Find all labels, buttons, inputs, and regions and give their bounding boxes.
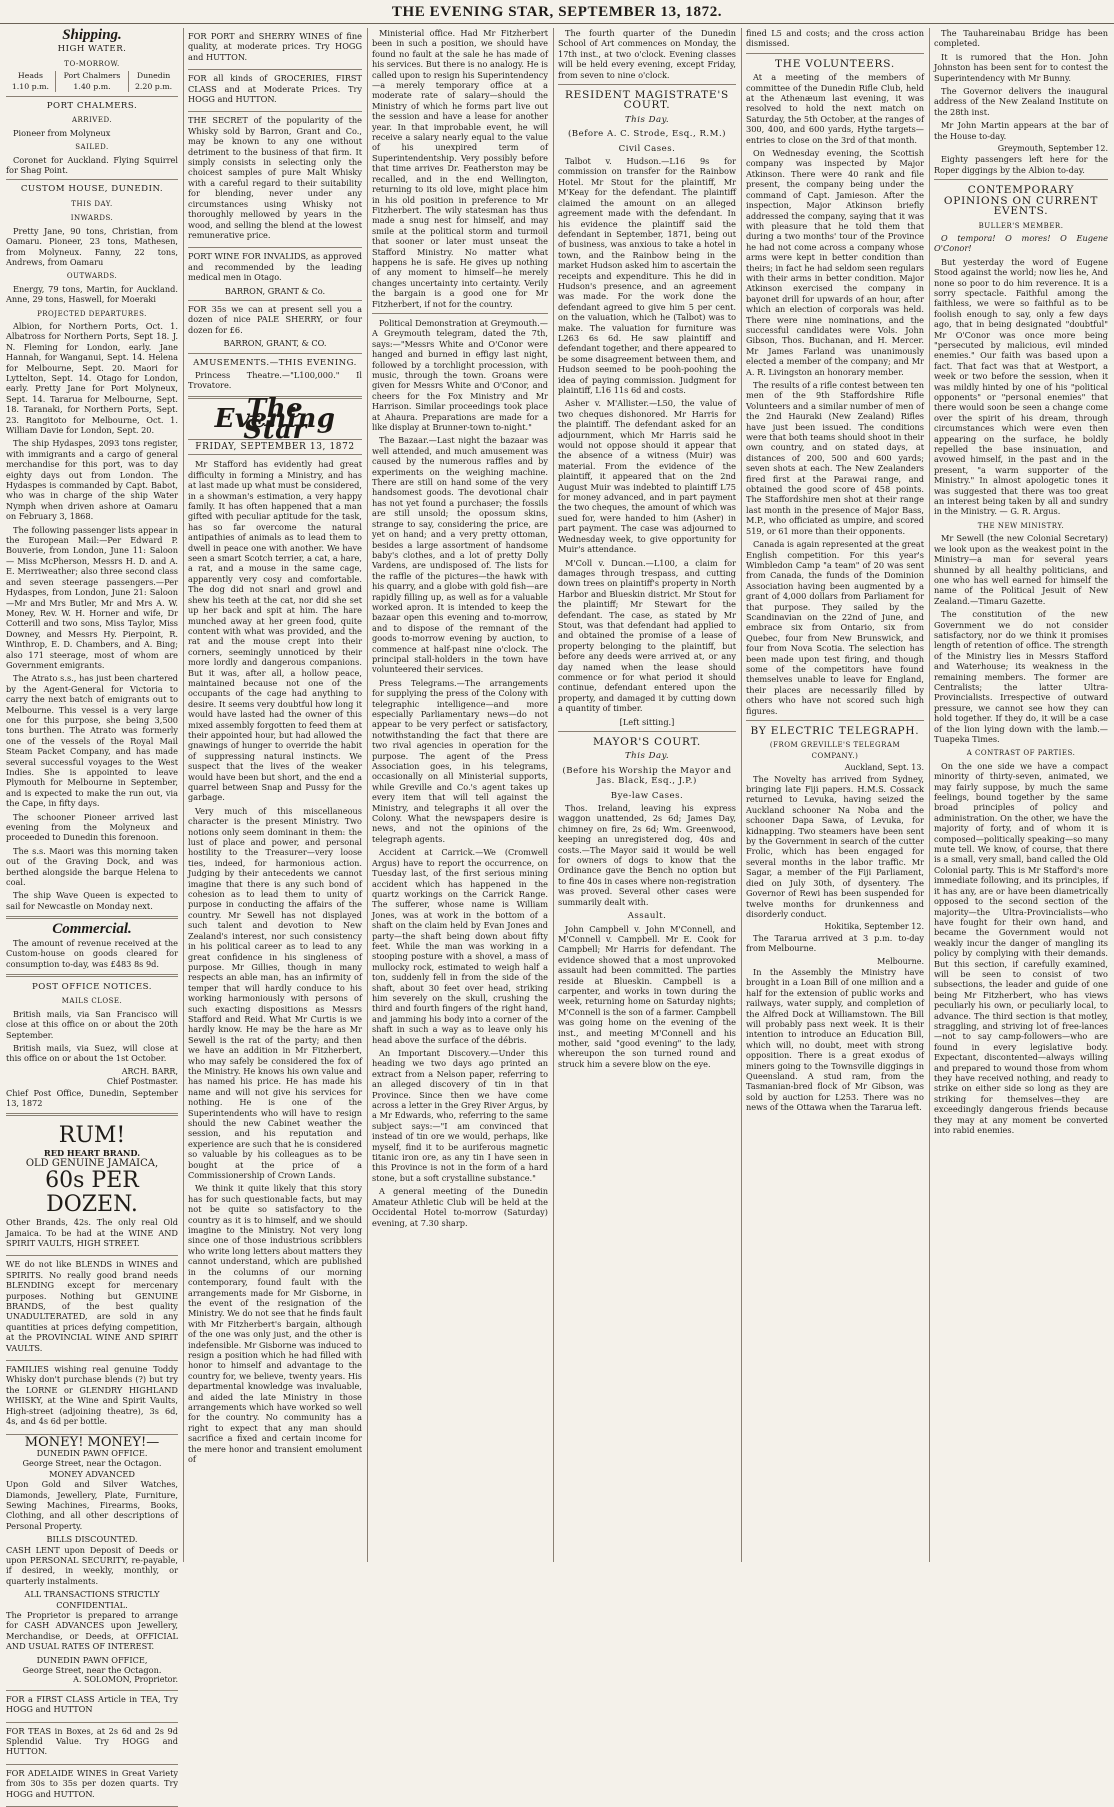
port-sherry-text: FOR PORT and SHERRY WINES of fine quality, at moderate prices. Try HOGG and HUTTON. (188, 31, 362, 62)
column-5 (746, 28, 924, 1562)
teas-advertisement (6, 1723, 178, 1765)
contemporary-opinions-heading: CONTEMPORARY OPINIONS ON CURRENT EVENTS. (943, 184, 1099, 218)
pale-sherry-text: FOR 35s we can at present sell you a dozen of nice PALE SHERRY, or four dozen for £6. (188, 303, 362, 335)
volunteers-heading: THE VOLUNTEERS. (775, 57, 895, 70)
new-ministry-label: THE NEW MINISTRY. (977, 521, 1065, 530)
port-invalids-advertisement (188, 248, 362, 301)
bills-discounted: BILLS DISCOUNTED. (46, 1534, 138, 1545)
column-6 (934, 28, 1108, 1562)
discovery-article: An Important Discovery.—Under this heading we two days ago printed an extract from a Nelson paper, referring to an alleged discovery of tin in that Province. Since then we have come across a letter in the Grey River Argus, by a Mr Edwards, who, referring to the same subject says:—"I am convinced that instead of tin ore we would, perhaps, like myself, find it to be auriferous magnetic titanic iron ore, as any tin I have seen in this Province is not in the form of a hard stone, but a soft crystalline substance." (372, 1048, 548, 1183)
groceries-advertisement (188, 70, 362, 112)
pawn-advertisement (6, 1435, 178, 1691)
this-day-label: This Day. (624, 114, 670, 125)
arrived-label: ARRIVED. (71, 116, 113, 125)
tomorrow-label: TO-MORROW. (64, 59, 120, 68)
whisky-secret-text: THE SECRET of the popularity of the Whisky sold by Barron, Grant and Co., may be known to any one without detriment to the business of that firm. It simply consists in selecting only the choicest samples of pure Malt Whisky with a careful regard to their suitability for blending, never under any circumstances using Whisky not thoroughly mellowed by years in the wood, and selling the blend at the lowest remunerative price. (188, 115, 362, 240)
rum-title: RUM! (58, 1123, 126, 1149)
masthead (0, 0, 1114, 24)
tea-text: FOR a FIRST CLASS Article in TEA, Try HOGG and HUTTON (6, 1693, 178, 1715)
mails-text: British mails, via Suez, will close at this office on or about the 1st October. (6, 1042, 178, 1064)
greymouth-text: Eighty passengers left here for the Roper diggings by the Albion to-day. (934, 154, 1108, 175)
masthead-title: THE EVENING STAR, SEPTEMBER 13, 1872. (391, 4, 723, 20)
dateline-greymouth: Greymouth, September 12. (997, 144, 1108, 154)
bye-law-text: Thos. Ireland, leaving his express waggon unattended, 2s 6d; James Day, chimney on fire, 2s 6d; Wm. Greenwood, keeping an unregistered dog, 40s and costs.—The Mayor said it would be well for owners of dogs to know that the Ordinance gave the Bench no option but to fine 40s in cases where non-registration was proved. Several other cases were summarily dealt with. (558, 803, 736, 907)
art-school-notice: The fourth quarter of the Dunedin School of Art commences on Monday, the 17th inst., at two o'clock. Evening classes will be held every evening, except Friday, from seven to nine o'clock. (558, 28, 736, 80)
pawn-address-2: George Street, near the Octagon. (22, 1665, 162, 1676)
blends-text: WE do not like BLENDS in WINES and SPIRITS. No really good brand needs BLENDING except for mercenary purposes. Nothing but GENUINE BRANDS, of the best quality UNADULTERATED, are sold in any quantities at prices defying competition, at the PROVINCIAL WINE AND SPIRIT VAULTS. (6, 1259, 178, 1353)
rum-old-jamaica: OLD GENUINE JAMAICA, (25, 1157, 159, 1169)
rum-price: 60s PER DOZEN. (45, 1168, 139, 1218)
shipping-paragraph: The ship Wave Queen is expected to sail for Newcastle on Monday next. (6, 890, 178, 911)
sailed-label: SAILED. (75, 143, 109, 152)
outwards-text: Energy, 79 tons, Martin, for Auckland. Anne, 29 tons, Haswell, for Moeraki (6, 283, 178, 305)
adelaide-advertisement (6, 1765, 178, 1807)
port-chalmers-heading: PORT CHALMERS. (46, 101, 138, 112)
shipping-paragraph: The s.s. Maori was this morning taken out of the Graving Dock, and was berthed alongside the barque Helena to coal. (6, 845, 178, 888)
leader-paragraph: We think it quite likely that this story has for such questionable facts, but may not be quite so satisfactory to the country as it is to himself, and we should imagine to the Ministry. Not very long since one of those industrious scribblers who write long letters about matters they cannot understand, which are published in the columns of our morning contemporary, found fault with the arrangements made for Mr Gisborne, in the event of the resignation of the Ministry. We do not see that he finds fault with Mr Fitzherbert's bargain, although of the one was only just, and the other is indefensible. Mr Gisborne was induced to resign a position which he had filled with honor to himself and advantage to the country for, we believe, twenty years. His departmental knowledge was invaluable, and aided the late Ministry in those arrangements which have worked so well for the country. No community has a right to expect that any man should sacrifice a fixed and certain income for the mere honor and transient emolument of (188, 1183, 362, 1464)
shipping-paragraph: The following passenger lists appear in the European Mail:—Per Edward P. Bouverie, from London, June 11: Saloon — Miss McPherson, Messrs H. D. and A. E. Merriweather; also three second class and seven steerage passengers.—Per Hydaspes, from London, June 21: Saloon—Mr and Mrs Butler, Mr and Mrs A. W. Money, Rev. W. H. Horner and wife, Dr Cotterill and two sons, Miss Taylor, Miss Downey, and Messrs Hy. Pierpoint, R. Winthrop, E. D. Chambers, and A. Bing; also 171 steerage, most of whom are Government emigrants. (6, 524, 178, 670)
this-day-label: This Day. (624, 751, 670, 762)
telegraph-heading: BY ELECTRIC TELEGRAPH. (750, 725, 920, 737)
outwards-label: OUTWARDS. (66, 272, 118, 281)
volunteers-paragraph: On Wednesday evening, the Scottish company was inspected by Major Atkinson. There were 40 rank and file present, the company being under the command of Capt. Jamieson. After the inspection, Major Atkinson briefly addressed the company, saying that it was with pleasure that he told them that during a two months' tour of the Province he had not come across a company whose arms were kept in better condition than theirs; in fact he had seldom seen regulars with their arms in better condition. Major Atkinson exercised the company in bayonet drill for upwards of an hour, after which an election of corporals was held. There were nine nominations, and the successful candidates were Vols. John Gibson, Thos. Buchanan, and H. Mercer. Mr James Farland was unanimously elected a member of the company; and Mr A. R. Livingston an honorary member. (746, 148, 924, 377)
families-text: FAMILIES wishing real genuine Toddy Whisky don't purchase blends (?) but try the LORNE or GLENDRY HIGHLAND WHISKY, at the Wine and Spirit Vaults, High-street (adjoining theatre), 3s 6d, 4s, and 4s 6d per bottle. (6, 1364, 178, 1427)
leader-continued: Ministerial office. Had Mr Fitzherbert been in such a position, we should have found no fault at the sale he has made of his services. But there is no analogy. He is called upon to resign his Superintendency—a merely temporary office at a moderate rate of salary—should the Ministry of which he forms part live out the session and have a lease for another year. In that improbable event, he will receive a salary nearly equal to the value of his unexpired term of Superintendentship. Very possibly before that time arrives Dr. Featherston may be recalled, and in the end Wellington, returning to its old love, might place him in his old position in preference to Mr Fitzherbert. The wily statesman has thus made a snug nest for himself, and may smile at the political storm and turmoil that sooner or later must unseat the Stafford Ministry. No matter what happens he is safe. He gives up nothing of any moment to himself—he merely changes uncertainty into certainty. Verily the bargain is a good one for Mr Fitzherbert, if not for the country. (372, 28, 548, 309)
pale-sherry-advertisement (188, 301, 362, 354)
court-bench: (Before A. C. Strode, Esq., R.M.) (567, 129, 727, 140)
contrast-label: A CONTRAST OF PARTIES. (966, 749, 1076, 758)
rm-court-heading: RESIDENT MAGISTRATE'S COURT. (564, 89, 730, 112)
new-ministry-text: Mr Sewell (the new Colonial Secretary) we look upon as the weakest point in the Ministry—a man for several years shunned by all healthy politicians, and one who has well earned for himself the name of the Political Jesuit of New Zealand.—Timaru Gazette. (934, 533, 1108, 606)
tide-label-port-chalmers: Port Chalmers (55, 71, 128, 81)
money-advanced: MONEY ADVANCED (49, 1468, 135, 1479)
port-sherry-advertisement (188, 28, 362, 70)
mails-text: British mails, via San Francisco will close at this office on or about the 20th September. (6, 1008, 178, 1040)
volunteers-paragraph: The results of a rifle contest between ten men of the 9th Staffordshire Rifle Volunteers and a similar number of men of the 2nd Hauraki (New Zealand) Rifles have just been issued. The conditions were that both teams should shoot in their own country, and on stated days, at distances of 200, 500 and 600 yards; seven shots at each. The New Zealanders fired first at the Parawai range, and obtained the good score of 458 points. The Staffordshire men shot at their range last month in the presence of Major Bass, M.P., who officiated as umpire, and scored 519, or 61 more than their opponents. (746, 380, 924, 536)
civil-cases-label: Civil Cases. (618, 143, 676, 154)
cash-lent-text: CASH LENT upon Deposit of Deeds or upon PERSONAL SECURITY, re-payable, if desired, in weekly, monthly, or quarterly instalments. (6, 1544, 178, 1586)
left-sitting: [Left sitting.] (619, 716, 675, 727)
athletic-meeting-notice: A general meeting of the Dunedin Amateur Athletic Club will be held at the Occidental Hotel to-morrow (Saturday) evening, at 7.30 sharp. (372, 1186, 548, 1228)
court-bench: (Before his Worship the Mayor and Jas. Black, Esq., J.P.) (562, 765, 732, 787)
asher-case: Asher v. M'Allister.—L50, the value of two cheques dishonored. Mr Harris for the plaintiff. The defendant asked for an adjournment, which Mr Harris said he would not oppose should it appear that the absence of a witness (Muir) was material. From the evidence of the plaintiff, it appeared that on the 2nd August Muir was indebted to plaintiff L75 for money advanced, and in part payment the two cheques, the amount of which was sued for, were handed to him (Asher) in part payment. The case was adjourned to Wednesday week, to give opportunity for Muir's attendance. (558, 398, 736, 555)
shipping-paragraph: The Atrato s.s., has just been chartered by the Agent-General for Victoria to carry the next batch of emigrants out to Melbourne. This vessel is a very large one for this purpose, she being 3,500 tons burthen. The Atrato was formerly one of the vessels of the Royal Mail Steam Packet Company, and has made several successful voyages to the West Indies. She is appointed to leave Plymouth for Melbourne in September, and is expected to make the run out, via the Cape, in fifty days. (6, 673, 178, 809)
projected-text: Albion, for Northern Ports, Oct. 1. Albatross for Northern Ports, Sept 18. J. N. Fleming for London, early. Jane Hannah, for Wanganui, Sept. 14. Helena for Melbourne, Sept. 20. Maori for Lyttelton, Sept. 14. Otago for London, early. Pretty Jane for Port Molyneux, Sept. 14. Tararua for Melbourne, Sept. 18. Taranaki, for Northern Ports, Sept. 23. Rangitoto for Melbourne, Oct. 1. William Davie for London, Sept. 20. (6, 320, 178, 435)
barron-grant-signature: BARRON, GRANT, & CO. (223, 338, 327, 349)
bye-law-label: Bye-law Cases. (610, 790, 684, 801)
carrick-accident-article: Accident at Carrick.—We (Cromwell Argus) have to report the occurrence, on Tuesday last, of the first serious mining accident which has happened in the quartz workings on the Carrick Range. The sufferer, whose name is William Jones, was at work in the bottom of a shaft on the claim held by Evan Jones and party—the shaft being down about fifty feet. While the man was working in a stooping posture with a shovel, a mass of mullocky rock, estimated to weigh half a ton, suddenly fell in from the side of the shaft, about 30 feet over head, striking him severely on the skull, crushing the third and fourth fingers of the right hand, and jamming his body into a corner of the shaft in such a way as to leave only his head above the surface of the débris. (372, 847, 548, 1045)
amusements-heading: AMUSEMENTS.—THIS EVENING. (193, 357, 357, 368)
postmaster-name: ARCH. BARR, (121, 1066, 178, 1076)
court-continued: fined L5 and costs; and the cross action dismissed. (746, 28, 924, 49)
post-office-heading: POST OFFICE NOTICES. (32, 981, 152, 992)
pawn-address: George Street, near the Octagon. (22, 1458, 162, 1469)
tide-label-dunedin: Dunedin (136, 71, 171, 81)
evening-star-nameplate: The Evening Star (214, 393, 336, 445)
leader-paragraph: Very much of this miscellaneous character is the present Ministry. Two notions only seem dominant in them: the lust of place and power, and personal hostility to the Treasurer—very loose ties, indeed, for harmonious action. Judging by their antecedents we cannot imagine that there is any such bond of cohesion as to lead them to unity of purpose in conducting the affairs of the country. Mr Sewell has not displayed such talent and devotion to New Zealand's interest, nor such consistency in his political career as to lead to any great confidence in his singleness of purpose. Mr Gillies, though in many respects an able man, has an infirmity of temper that will hardly conduce to his working harmoniously with persons of such exacting dispositions as Messrs Stafford and Reid. What Mr Curtis is we hardly know. He may be the hare as Mr Sewell is the rat of the party; and then we have an addition in Mr Fitzherbert, who may safely be considered the fox of the Ministry. He knows his own value and has named his price. He has made his name and will not give his services for nothing. He is one of the Superintendents who will have to resign should the new Cabinet weather the session, and his reputation and experience are such that he is considered so valuable by his colleagues as to be bought at the price of a Commissionership of Crown Lands. (188, 805, 362, 1181)
auckland-text: The Novelty has arrived from Sydney, bringing late Fiji papers. H.M.S. Cossack returned to Levuka, having seized the Auckland schooner Na Noba and the schooner Dapa Sawa, of Levuka, for kidnapping. Two steamers have been sent by the Government in search of the cutter Frolic, which has been engaged for several months in the labor traffic. Mr Sagar, a member of the Fiji Parliament, died on July 30th, of dysentery. The Governor of Rewi has been suspended for twelve months for drunkenness and disorderly conduct. (746, 773, 924, 919)
rum-advertisement (6, 1121, 178, 1256)
port-invalids-text: PORT WINE FOR INVALIDS, as approved and recommended by the leading medical men in Otago. (188, 251, 362, 283)
dateline-hokitika: Hokitika, September 12. (824, 922, 924, 932)
dateline-melbourne: Melbourne. (877, 956, 924, 966)
mayors-court-heading: MAYOR'S COURT. (593, 736, 701, 748)
volunteers-paragraph: Canada is again represented at the great English competition. For this year's Wimbledon Camp "a team" of 20 was sent from Canada, the funds of the Dominion Association having been augmented by a grant of 4,000 dollars from Parliament for that purpose. They sailed by the Scandinavian on the 22nd of June, and embrace six from Ontario, six from Quebec, four from New Brunswick, and four from Nova Scotia. The selection has been made upon test firing, and though some of the competitors have found themselves unable to leave for England, their places are necessarily filled by others who have not scored such high figures. (746, 539, 924, 716)
bazaar-article: The Bazaar.—Last night the bazaar was well attended, and much amusement was caused by the numerous raffles and by experiments on the weighing machine. There are still on hand some of the very handsomest goods. The devotional chair has not yet found a purchaser; the fossils are still unsold; the opossum skins, strange to say, considering the price, are yet on hand; and a very pretty ottoman, besides a large assortment of handsome baby's clothes, and a lot of pretty Dolly Vardens, are undisposed of. The lists for the raffle of the pictures—the hawk with his quarry, and a globe with gold fish—are rapidly filling up, as well as for a valuable worked apron. It is intended to keep the bazaar open this evening and to-morrow, and to dispose of the remnant of the goods to-morrow evening by auction, to commence at half-past nine o'clock. The principal stall-holders in the town have volunteered their services. (372, 435, 548, 675)
whisky-secret-advertisement (188, 112, 362, 248)
rum-brand: RED HEART BRAND. (43, 1148, 141, 1159)
mcoll-case: M'Coll v. Duncan.—L100, a claim for damages through trespass, and cutting down trees on plaintiff's property in North Harbor and Blueskin district. Mr Stout for the plaintiff; Mr Stewart for the defendant. The case, as stated by Mr Stout, was that defendant had applied to and obtained the promise of a lease of property belonging to the plaintiff, but before any deeds were arrived at, or any day named when the lease should commence or for what period it should continue, defendant entered upon the property, and damaged it by cutting down a quantity of timber. (558, 557, 736, 714)
commercial-heading: Commercial. (52, 921, 132, 938)
tide-table (6, 71, 178, 92)
leader-dateline: FRIDAY, SEPTEMBER 13, 1872 (188, 439, 362, 455)
assault-label: Assault. (627, 911, 667, 922)
constitution-text: The constitution of the new Government we do not consider satisfactory, nor do we think it promises length of retention of office. The strength of the Ministry lies in Messrs Stafford and Waterhouse; its weakness in the remaining members. The former are Centralists; the latter Ultra-Provincialists. Irrespective of outward pressure, we cannot see how they can hold together. If they do, it will be a case of the lion lying down with the lamb.—Tuapeka Times. (934, 609, 1108, 744)
proprietor-text: The Proprietor is prepared to arrange for CASH ADVANCES upon Jewellery, Merchandise, or Deeds, at OFFICIAL AND USUAL RATES OF INTEREST. (6, 1610, 178, 1652)
tide-label-heads: Heads (6, 71, 55, 81)
tide-time-heads: 1.10 p.m. (6, 82, 55, 92)
customs-heading: CUSTOM HOUSE, DUNEDIN. (20, 184, 164, 195)
bullers-member-label: BULLER'S MEMBER. (978, 221, 1064, 230)
projected-label: PROJECTED DEPARTURES. (37, 309, 147, 318)
inwards-label: INWARDS. (70, 214, 114, 223)
news-item: It is rumored that the Hon. John Johnston has been sent for to contest the Superintendency with Mr Bunny. (934, 51, 1108, 83)
assault-text: John Campbell v. John M'Connell, and M'Connell v. Campbell. Mr E. Cook for Campbell; Mr Harris for defendant. The evidence showed that a most unprovoked assault had been committed. The parties reside at Blueskin. Campbell is a carpenter, and works in town during the week, returning home on Saturday nights; M'Connell is the son of a farmer. Campbell was going home on the evening of the inst., and meeting M'Connell and his mother, said "good evening" to the lady, whereupon the son turned round and struck him a severe blow on the eye. (558, 923, 736, 1069)
column-1 (6, 27, 178, 1799)
bullers-text: But yesterday the word of Eugene Stood against the world; now lies he, And none so poor to do him reverence. It is a sorry spectacle. Faithful among the faithless, we were so faithful as to be foolish enough to say, only a few days ago, that in being designated "doubtful" Mr O'Conor was once more being "persecuted by malicious, evil minded enemies." Our faith was based upon a fact. That fact was that at Westport, a week or two before the session, when it was mildly hinted by one of his "political opponents" or "personal enemies" that there would soon be seen a change come over the spirit of his dream, through circumstances which were even then appearing on the surface, he boldly repelled the base insinuation, and avowed himself, in the past and in the present, "a warm supporter of the Ministry." In almost apologetic tones it was suggested that there was too great an interest being taken by all and sundry in the Ministry. — G. R. Argus. (934, 256, 1108, 517)
barron-grant-signature: BARRON, GRANT & Co. (224, 285, 326, 296)
telegraph-source: (FROM GREVILLE'S TELEGRAM COMPANY.) (769, 741, 901, 760)
princess-theatre: Princess Theatre.—"L100,000." Il Trovatore. (188, 369, 362, 391)
mails-close-label: MAILS CLOSE. (61, 997, 123, 1006)
money-text: Upon Gold and Silver Watches, Diamonds, Jewellery, Plate, Furniture, Sewing Machines, Firearms, Books, Clothing, and all other descriptions of Personal Property. (6, 1479, 178, 1531)
teas-text: FOR TEAS in Boxes, at 2s 6d and 2s 9d Splendid Value. Try HOGG and HUTTON. (6, 1725, 178, 1757)
motto-text: O tempora! O mores! O Eugene O'Conor! (934, 232, 1108, 254)
all-transactions: ALL TRANSACTIONS STRICTLY CONFIDENTIAL. (24, 1589, 160, 1610)
shipping-heading: Shipping. (62, 27, 122, 43)
tide-time-dunedin: 2.20 p.m. (134, 81, 173, 91)
rum-text: Other Brands, 42s. The only real Old Jamaica. To be had at the WINE AND SPIRIT VAULTS, HIGH STREET. (6, 1217, 178, 1248)
high-water-heading: HIGH WATER. (57, 44, 127, 55)
inwards-text: Pretty Jane, 90 tons, Christian, from Oamaru. Pioneer, 23 tons, Mathesen, from Molyneux. Fanny, 22 tons, Andrews, from Oamaru (6, 225, 178, 267)
shipping-paragraph: The ship Hydaspes, 2093 tons register, with immigrants and a cargo of general merchandise for this port, was to day eighty days out from London. The Hydaspes is commanded by Capt. Babot, who was in charge of the ship Water Nymph when driven ashore at Oamaru on February 3, 1868. (6, 438, 178, 522)
greymouth-demonstration: Political Demonstration at Greymouth.—A Greymouth telegram, dated the 7th, says:—"Messrs White and O'Conor were hanged and burned in effigy last night, followed by a torchlight procession, with music, through the town. Groans were given for Messrs White and O'Conor, and cheers for the Fox Ministry and Mr Harrison. Similar proceedings took place at Ahaura. Preparations are made for a like display at Brunner-town to-night." (372, 317, 548, 433)
melbourne-text: In the Assembly the Ministry have brought in a Loan Bill of one million and a half for the extension of public works and railways, water supply, and completion of the Alfred Dock at Williamstown. The Bill will probably pass next week. It is their intention to introduce an Education Bill, which will, no doubt, meet with strong opposition. There is a great exodus of miners going to the Townsville diggings in Queensland. A stud ram, from the Tasmanian-bred flock of Mr Gibson, was sold by auction for L253. There was no news of the Ottawa when the Tararua left. (746, 966, 924, 1113)
leader-paragraph: Mr Stafford has evidently had great difficulty in forming a Ministry, and has at last made up what must be considered, in a showman's estimation, a very happy family. It has often happened that a man gifted with peculiar aptitude for the task, has so far overcome the natural antipathies of animals as to lead them to dwell in peace one with another. We have seen a smart Scotch terrier, a cat, a hare, a rat, and a mouse in the same cage, apparently very cosy and comfortable. The dog did not snarl and growl and shew his teeth at the cat, nor did she set up her back and spit at him. The hare munched away at her green food, quite content with what was provided, and the rat and the mouse crept into their corners, seemingly unnoticed by their more lordly and dangerous companions. But it was, after all, a hollow peace, maintained because not one of the occupants of the cage had anything to desire. It seems very doubtful how long it would have lasted had the owner of this mixed assembly forgotten to feed them at their appointed hour, but had allowed the gnawings of hunger to override the habit of suppressing natural instincts. We suspect that the lives of the weaker would have been but short, and the end a quarrel between Snap and Pussy for the garbage. (188, 459, 362, 803)
pawn-office: DUNEDIN PAWN OFFICE. (36, 1447, 148, 1458)
column-3 (372, 28, 548, 1562)
volunteers-paragraph: At a meeting of the members of committee of the Dunedin Rifle Club, held at the Athenæum last evening, it was resolved to hold the next match on Saturday, the 5th October, at the ranges of 300, 400, and 600 yards, Hythe targets—entries to close on the 3rd of that month. (746, 72, 924, 145)
post-office-location: Chief Post Office, Dunedin, September 13, 1872 (6, 1087, 178, 1108)
hokitika-text: The Tararua arrived at 3 p.m. to-day from Melbourne. (746, 932, 924, 954)
tea-advertisement (6, 1691, 178, 1723)
contrast-text: On the one side we have a compact minority of thirty-seven, animated, we may fairly suppose, by much the same feelings, bound together by the same broad principles of policy and administration. On the other, we have the majority of forty, and of whom it is composed—politically speaking—so many mute tell. We know, of course, that there is a small, very small, band called the Old Colonial party. This is Mr Stafford's more immediate following, and its principles, if it has any, are or have been diametrically opposed to the second section of the majority—the Ultra-Provincialists—who have fought for their own hand, and became the Government would not weakly incur the danger of mangling its policy by complying with their demands. But this section, if carefully examined, will be seen to consist of two subsections, the leader and guide of one being Mr Fitzherbert, who has views peculiarly his own, or peculiarly local, to advance. The third section is that motley, straggling, and striving lot of free-lances—not to say camp-followers—who are found in every legislative body. Expectant, discontented—always willing and prepared to wound those from whom they have received nothing, and ready to strike on either side so long as they are striking for themselves—they are exceedingly dangerous friends because they may at any moment be converted into rabid enemies. (934, 760, 1108, 1136)
adelaide-text: FOR ADELAIDE WINES in Great Variety from 30s to 35s per dozen quarts. Try HOGG and HUTTON. (6, 1767, 178, 1799)
shipping-paragraph: The schooner Pioneer arrived last evening from the Molyneux and proceeded to Dunedin this forenoon. (6, 811, 178, 843)
proprietor-name: A. SOLOMON, Proprietor. (73, 1675, 178, 1685)
press-telegrams-article: Press Telegrams.—The arrangements for supplying the press of the Colony with telegraphic intelligence—and more especially Parliamentary news—do not appear to be very perfect or satisfactory, notwithstanding the fact that there are two rival agencies in operation for the purpose. The agent of the Press Association goes, in his telegrams, occasionally on all Ministerial supports, while Greville and Co.'s agent takes up every item that will tell against the Ministry, and telegraphs it all over the Colony. What the newspapers desire is news, and not the opinions of the telegraph agents. (372, 677, 548, 844)
blends-advertisement (6, 1256, 178, 1361)
arrived-text: Pioneer from Molyneux (13, 127, 111, 138)
money-title: MONEY! MONEY!— (24, 1434, 160, 1450)
postmaster-title: Chief Postmaster. (106, 1077, 178, 1087)
this-day-label: THIS DAY. (71, 199, 113, 208)
news-item: Mr John Martin appears at the bar of the House to-day. (934, 120, 1108, 141)
groceries-text: FOR all kinds of GROCERIES, FIRST CLASS and at Moderate Prices. Try HOGG and HUTTON. (188, 73, 362, 105)
commercial-text: The amount of revenue received at the Custom-house on goods cleared for consumption to-day, was £483 8s 9d. (6, 937, 178, 969)
column-4 (558, 28, 736, 1562)
families-advertisement (6, 1361, 178, 1434)
column-2 (188, 28, 362, 1562)
pawn-office-2: DUNEDIN PAWN OFFICE, (36, 1654, 148, 1665)
talbot-case: Talbot v. Hudson.—L16 9s for commission on transfer for the Rainbow Hotel. Mr Stout for the plaintiff, Mr M'Keay for the defendant. The plaintiff claimed the amount on an alleged agreement made with the defendant. In his evidence the plaintiff said the defendant in September, 1871, being out of business, was anxious to take a hotel in town, and the Rainbow being in the market Hudson asked him to ascertain the receipts and expenditure. This he did in Hudson's presence, and an agreement was made. For the work done the defendant agreed to give him 5 per cent. on the valuation, which he (Talbot) was to make. The valuation for furniture was L263 6s 6d. He saw plaintiff and defendant together, and there appeared to be some disagreement between them, and Hudson seemed to be pooh-poohing the idea of paying commission. Judgment for plaintiff, L16 11s 6d and costs. (558, 156, 736, 395)
tide-time-port-chalmers: 1.40 p.m. (55, 82, 128, 92)
news-item: The Governor delivers the inaugural address of the New Zealand Institute on the 28th inst. (934, 86, 1108, 117)
sailed-text: Coronet for Auckland. Flying Squirrel for Shag Point. (6, 154, 178, 176)
news-item: The Tauhareinabau Bridge has been completed. (934, 28, 1108, 49)
dateline-auckland: Auckland, Sept. 13. (844, 763, 924, 773)
